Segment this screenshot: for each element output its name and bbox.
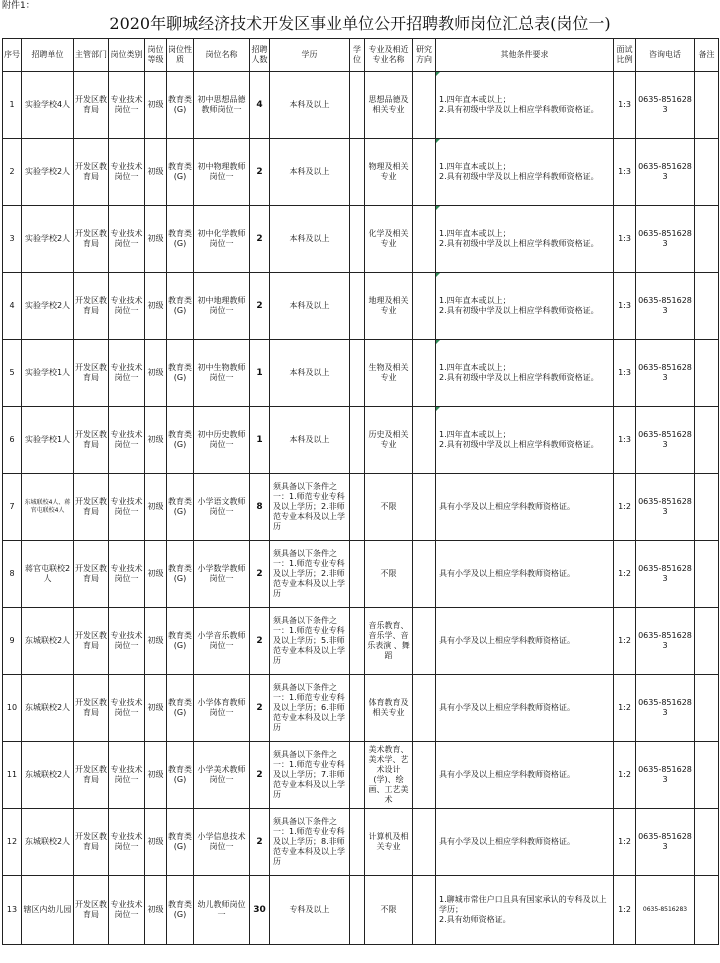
dept-cell: 开发区教育局 <box>74 876 109 945</box>
level-cell: 初级 <box>145 206 167 273</box>
seq-cell: 12 <box>3 809 22 876</box>
phone-cell: 0635-8516283 <box>636 541 695 608</box>
nature-cell: 教育类(G) <box>167 474 194 541</box>
category-cell: 专业技术岗位一 <box>109 608 145 675</box>
education-cell: 须具备以下条件之一：1.师范专业专科及以上学历；5.非师范专业本科及以上学历 <box>270 608 350 675</box>
requirement-line: 1.四年直本或以上； <box>439 95 511 104</box>
seq-cell: 13 <box>3 876 22 945</box>
seq-cell: 11 <box>3 742 22 809</box>
category-cell: 专业技术岗位一 <box>109 139 145 206</box>
phone-cell: 0635-8516283 <box>636 809 695 876</box>
table-row <box>3 72 719 139</box>
education-cell: 须具备以下条件之一：1.师范专业专科及以上学历；8.非师范专业本科及以上学历 <box>270 809 350 876</box>
category-cell: 专业技术岗位一 <box>109 541 145 608</box>
research-cell <box>413 675 436 742</box>
count-cell: 2 <box>250 608 270 675</box>
table-row <box>3 608 719 675</box>
level-cell: 初级 <box>145 608 167 675</box>
major-cell: 不限 <box>365 876 413 945</box>
header-nature: 岗位性质 <box>167 39 194 72</box>
dept-cell: 开发区教育局 <box>74 206 109 273</box>
seq-cell: 7 <box>3 474 22 541</box>
seq-cell: 3 <box>3 206 22 273</box>
phone-cell: 0635-8516283 <box>636 340 695 407</box>
position-name-cell: 小学音乐教师岗位一 <box>194 608 250 675</box>
degree-cell <box>350 340 365 407</box>
research-cell <box>413 474 436 541</box>
unit-cell: 东城联校2人 <box>22 675 74 742</box>
phone-cell: 0635-8516283 <box>636 876 695 945</box>
header-major: 专业及相近专业名称 <box>365 39 413 72</box>
seq-cell: 10 <box>3 675 22 742</box>
header-dept: 主管部门 <box>74 39 109 72</box>
requirement-line: 具有小学及以上相应学科教师资格证。 <box>439 569 575 578</box>
category-cell: 专业技术岗位一 <box>109 407 145 474</box>
interview-ratio-cell: 1:2 <box>614 474 636 541</box>
major-cell: 不限 <box>365 541 413 608</box>
degree-cell <box>350 809 365 876</box>
interview-ratio-cell: 1:2 <box>614 541 636 608</box>
requirement-line: 1.四年直本或以上； <box>439 430 511 439</box>
header-ratio: 面试比例 <box>614 39 636 72</box>
dept-cell: 开发区教育局 <box>74 675 109 742</box>
count-cell: 2 <box>250 273 270 340</box>
table-row <box>3 407 719 474</box>
dept-cell: 开发区教育局 <box>74 273 109 340</box>
level-cell: 初级 <box>145 541 167 608</box>
position-name-cell: 初中化学教师岗位一 <box>194 206 250 273</box>
note-cell <box>695 608 719 675</box>
other-requirements-cell <box>436 876 614 945</box>
nature-cell: 教育类(G) <box>167 72 194 139</box>
category-cell: 专业技术岗位一 <box>109 675 145 742</box>
nature-cell: 教育类(G) <box>167 139 194 206</box>
header-count: 招聘人数 <box>250 39 270 72</box>
requirement-line: 具有小学及以上相应学科教师资格证。 <box>439 770 575 779</box>
position-name-cell: 小学体育教师岗位一 <box>194 675 250 742</box>
level-cell: 初级 <box>145 273 167 340</box>
position-name-cell: 幼儿教师岗位一 <box>194 876 250 945</box>
unit-cell: 东城联校4人、蒋官屯联校4人 <box>22 474 74 541</box>
major-cell: 化学及相关专业 <box>365 206 413 273</box>
research-cell <box>413 809 436 876</box>
phone-cell: 0635-8516283 <box>636 742 695 809</box>
degree-cell <box>350 206 365 273</box>
unit-cell: 实验学校1人 <box>22 407 74 474</box>
recruitment-table <box>2 38 719 945</box>
note-cell <box>695 407 719 474</box>
note-cell <box>695 809 719 876</box>
phone-cell: 0635-8516283 <box>636 273 695 340</box>
other-requirements-cell <box>436 675 614 742</box>
education-cell: 专科及以上 <box>270 876 350 945</box>
position-name-cell: 小学语文教师岗位一 <box>194 474 250 541</box>
research-cell <box>413 407 436 474</box>
note-cell <box>695 474 719 541</box>
nature-cell: 教育类(G) <box>167 340 194 407</box>
table-row <box>3 206 719 273</box>
note-cell <box>695 72 719 139</box>
seq-cell: 9 <box>3 608 22 675</box>
requirement-line: 2.具有初级中学及以上相应学科教师资格证。 <box>439 172 599 181</box>
table-row <box>3 541 719 608</box>
phone-cell: 0635-8516283 <box>636 407 695 474</box>
degree-cell <box>350 72 365 139</box>
requirement-line: 2.具有初级中学及以上相应学科教师资格证。 <box>439 239 599 248</box>
research-cell <box>413 273 436 340</box>
other-requirements-cell <box>436 474 614 541</box>
phone-cell: 0635-8516283 <box>636 72 695 139</box>
dept-cell: 开发区教育局 <box>74 742 109 809</box>
research-cell <box>413 876 436 945</box>
position-name-cell: 初中历史教师岗位一 <box>194 407 250 474</box>
degree-cell <box>350 742 365 809</box>
major-cell: 思想品德及相关专业 <box>365 72 413 139</box>
seq-cell: 8 <box>3 541 22 608</box>
research-cell <box>413 139 436 206</box>
unit-cell: 蒋官屯联校2人 <box>22 541 74 608</box>
table-header-row <box>3 39 719 72</box>
note-cell <box>695 273 719 340</box>
note-cell <box>695 742 719 809</box>
position-name-cell: 小学美术教师岗位一 <box>194 742 250 809</box>
education-cell: 须具备以下条件之一：1.师范专业专科及以上学历；2.非师范专业本科及以上学历 <box>270 541 350 608</box>
count-cell: 2 <box>250 541 270 608</box>
other-requirements-cell <box>436 273 614 340</box>
degree-cell <box>350 675 365 742</box>
nature-cell: 教育类(G) <box>167 742 194 809</box>
major-cell: 不限 <box>365 474 413 541</box>
header-unit: 招聘单位 <box>22 39 74 72</box>
header-category: 岗位类别 <box>109 39 145 72</box>
position-name-cell: 初中地理教师岗位一 <box>194 273 250 340</box>
research-cell <box>413 72 436 139</box>
requirement-line: 具有小学及以上相应学科教师资格证。 <box>439 837 575 846</box>
header-research: 研究方向 <box>413 39 436 72</box>
interview-ratio-cell: 1:3 <box>614 206 636 273</box>
dept-cell: 开发区教育局 <box>74 407 109 474</box>
table-row <box>3 742 719 809</box>
seq-cell: 6 <box>3 407 22 474</box>
nature-cell: 教育类(G) <box>167 876 194 945</box>
level-cell: 初级 <box>145 675 167 742</box>
phone-cell: 0635-8516283 <box>636 608 695 675</box>
count-cell: 2 <box>250 742 270 809</box>
nature-cell: 教育类(G) <box>167 273 194 340</box>
table-row <box>3 876 719 945</box>
dept-cell: 开发区教育局 <box>74 139 109 206</box>
education-cell: 本科及以上 <box>270 72 350 139</box>
note-cell <box>695 675 719 742</box>
other-requirements-cell <box>436 608 614 675</box>
education-cell: 须具备以下条件之一：1.师范专业专科及以上学历；6.非师范专业本科及以上学历 <box>270 675 350 742</box>
count-cell: 2 <box>250 139 270 206</box>
dept-cell: 开发区教育局 <box>74 474 109 541</box>
interview-ratio-cell: 1:3 <box>614 139 636 206</box>
unit-cell: 东城联校2人 <box>22 809 74 876</box>
table-row <box>3 809 719 876</box>
other-requirements-cell <box>436 206 614 273</box>
interview-ratio-cell: 1:2 <box>614 675 636 742</box>
unit-cell: 实验学校4人 <box>22 72 74 139</box>
level-cell: 初级 <box>145 809 167 876</box>
header-name: 岗位名称 <box>194 39 250 72</box>
education-cell: 本科及以上 <box>270 206 350 273</box>
degree-cell <box>350 608 365 675</box>
count-cell: 2 <box>250 809 270 876</box>
interview-ratio-cell: 1:3 <box>614 407 636 474</box>
degree-cell <box>350 273 365 340</box>
major-cell: 美术教育、美术学、艺术设计(学)、绘画、工艺美术 <box>365 742 413 809</box>
level-cell: 初级 <box>145 474 167 541</box>
major-cell: 地理及相关专业 <box>365 273 413 340</box>
table-row <box>3 474 719 541</box>
nature-cell: 教育类(G) <box>167 809 194 876</box>
education-cell: 须具备以下条件之一：1.师范专业专科及以上学历；7.非师范专业本科及以上学历 <box>270 742 350 809</box>
table-row <box>3 273 719 340</box>
major-cell: 体育教育及相关专业 <box>365 675 413 742</box>
level-cell: 初级 <box>145 876 167 945</box>
dept-cell: 开发区教育局 <box>74 541 109 608</box>
requirement-line: 2.具有初级中学及以上相应学科教师资格证。 <box>439 105 599 114</box>
research-cell <box>413 206 436 273</box>
note-cell <box>695 340 719 407</box>
category-cell: 专业技术岗位一 <box>109 474 145 541</box>
interview-ratio-cell: 1:2 <box>614 742 636 809</box>
interview-ratio-cell: 1:2 <box>614 876 636 945</box>
degree-cell <box>350 541 365 608</box>
category-cell: 专业技术岗位一 <box>109 876 145 945</box>
dept-cell: 开发区教育局 <box>74 340 109 407</box>
requirement-line: 1.四年直本或以上； <box>439 296 511 305</box>
degree-cell <box>350 876 365 945</box>
other-requirements-cell <box>436 72 614 139</box>
unit-cell: 东城联校2人 <box>22 608 74 675</box>
note-cell <box>695 876 719 945</box>
count-cell: 2 <box>250 206 270 273</box>
education-cell: 本科及以上 <box>270 273 350 340</box>
education-cell: 本科及以上 <box>270 139 350 206</box>
interview-ratio-cell: 1:3 <box>614 340 636 407</box>
table-row <box>3 139 719 206</box>
degree-cell <box>350 139 365 206</box>
requirement-line: 2.具有幼师资格证。 <box>439 915 511 924</box>
dept-cell: 开发区教育局 <box>74 809 109 876</box>
interview-ratio-cell: 1:2 <box>614 809 636 876</box>
nature-cell: 教育类(G) <box>167 407 194 474</box>
degree-cell <box>350 407 365 474</box>
header-education: 学历 <box>270 39 350 72</box>
other-requirements-cell <box>436 407 614 474</box>
category-cell: 专业技术岗位一 <box>109 340 145 407</box>
count-cell: 4 <box>250 72 270 139</box>
requirement-line: 具有小学及以上相应学科教师资格证。 <box>439 636 575 645</box>
other-requirements-cell <box>436 340 614 407</box>
level-cell: 初级 <box>145 742 167 809</box>
count-cell: 1 <box>250 407 270 474</box>
degree-cell <box>350 474 365 541</box>
level-cell: 初级 <box>145 407 167 474</box>
position-name-cell: 初中生物教师岗位一 <box>194 340 250 407</box>
category-cell: 专业技术岗位一 <box>109 206 145 273</box>
other-requirements-cell <box>436 139 614 206</box>
position-name-cell: 初中物理教师岗位一 <box>194 139 250 206</box>
header-level: 岗位等级 <box>145 39 167 72</box>
unit-cell: 实验学校2人 <box>22 273 74 340</box>
research-cell <box>413 541 436 608</box>
table-row <box>3 340 719 407</box>
level-cell: 初级 <box>145 72 167 139</box>
major-cell: 物理及相关专业 <box>365 139 413 206</box>
other-requirements-cell <box>436 541 614 608</box>
unit-cell: 东城联校2人 <box>22 742 74 809</box>
note-cell <box>695 139 719 206</box>
category-cell: 专业技术岗位一 <box>109 72 145 139</box>
category-cell: 专业技术岗位一 <box>109 809 145 876</box>
phone-cell: 0635-8516283 <box>636 675 695 742</box>
requirement-line: 1.四年直本或以上； <box>439 162 511 171</box>
unit-cell: 辖区内幼儿园 <box>22 876 74 945</box>
header-degree: 学位 <box>350 39 365 72</box>
count-cell: 2 <box>250 675 270 742</box>
education-cell: 须具备以下条件之一：1.师范专业专科及以上学历；2.非师范专业本科及以上学历 <box>270 474 350 541</box>
header-seq: 序号 <box>3 39 22 72</box>
dept-cell: 开发区教育局 <box>74 608 109 675</box>
phone-cell: 0635-8516283 <box>636 206 695 273</box>
research-cell <box>413 742 436 809</box>
research-cell <box>413 340 436 407</box>
unit-cell: 实验学校1人 <box>22 340 74 407</box>
major-cell: 历史及相关专业 <box>365 407 413 474</box>
nature-cell: 教育类(G) <box>167 206 194 273</box>
position-name-cell: 小学数学教师岗位一 <box>194 541 250 608</box>
major-cell: 生物及相关专业 <box>365 340 413 407</box>
interview-ratio-cell: 1:2 <box>614 608 636 675</box>
requirement-line: 1.聊城市常住户口且具有国家承认的专科及以上学历； <box>439 895 607 914</box>
requirement-line: 1.四年直本或以上； <box>439 229 511 238</box>
education-cell: 本科及以上 <box>270 340 350 407</box>
count-cell: 1 <box>250 340 270 407</box>
interview-ratio-cell: 1:3 <box>614 273 636 340</box>
dept-cell: 开发区教育局 <box>74 72 109 139</box>
unit-cell: 实验学校2人 <box>22 139 74 206</box>
education-cell: 本科及以上 <box>270 407 350 474</box>
requirement-line: 2.具有初级中学及以上相应学科教师资格证。 <box>439 373 599 382</box>
table-row <box>3 675 719 742</box>
requirement-line: 2.具有初级中学及以上相应学科教师资格证。 <box>439 306 599 315</box>
category-cell: 专业技术岗位一 <box>109 742 145 809</box>
phone-cell: 0635-8516283 <box>636 474 695 541</box>
page-title: 2020年聊城经济技术开发区事业单位公开招聘教师岗位汇总表(岗位一) <box>109 14 611 33</box>
major-cell: 音乐教育、音乐学、音乐表演 、舞蹈 <box>365 608 413 675</box>
interview-ratio-cell: 1:3 <box>614 72 636 139</box>
category-cell: 专业技术岗位一 <box>109 273 145 340</box>
research-cell <box>413 608 436 675</box>
major-cell: 计算机及相关专业 <box>365 809 413 876</box>
attachment-label: 附件1： <box>2 1 35 11</box>
header-note: 备注 <box>695 39 719 72</box>
requirement-line: 具有小学及以上相应学科教师资格证。 <box>439 502 575 511</box>
requirement-line: 具有小学及以上相应学科教师资格证。 <box>439 703 575 712</box>
level-cell: 初级 <box>145 340 167 407</box>
nature-cell: 教育类(G) <box>167 608 194 675</box>
position-name-cell: 小学信息技术岗位一 <box>194 809 250 876</box>
requirement-line: 1.四年直本或以上； <box>439 363 511 372</box>
other-requirements-cell <box>436 742 614 809</box>
other-requirements-cell <box>436 809 614 876</box>
note-cell <box>695 541 719 608</box>
nature-cell: 教育类(G) <box>167 675 194 742</box>
seq-cell: 2 <box>3 139 22 206</box>
count-cell: 30 <box>250 876 270 945</box>
seq-cell: 5 <box>3 340 22 407</box>
unit-cell: 实验学校2人 <box>22 206 74 273</box>
requirement-line: 2.具有初级中学及以上相应学科教师资格证。 <box>439 440 599 449</box>
note-cell <box>695 206 719 273</box>
level-cell: 初级 <box>145 139 167 206</box>
header-other: 其他条件要求 <box>436 39 614 72</box>
nature-cell: 教育类(G) <box>167 541 194 608</box>
position-name-cell: 初中思想品德教师岗位一 <box>194 72 250 139</box>
header-phone: 咨询电话 <box>636 39 695 72</box>
phone-cell: 0635-8516283 <box>636 139 695 206</box>
seq-cell: 4 <box>3 273 22 340</box>
count-cell: 8 <box>250 474 270 541</box>
seq-cell: 1 <box>3 72 22 139</box>
